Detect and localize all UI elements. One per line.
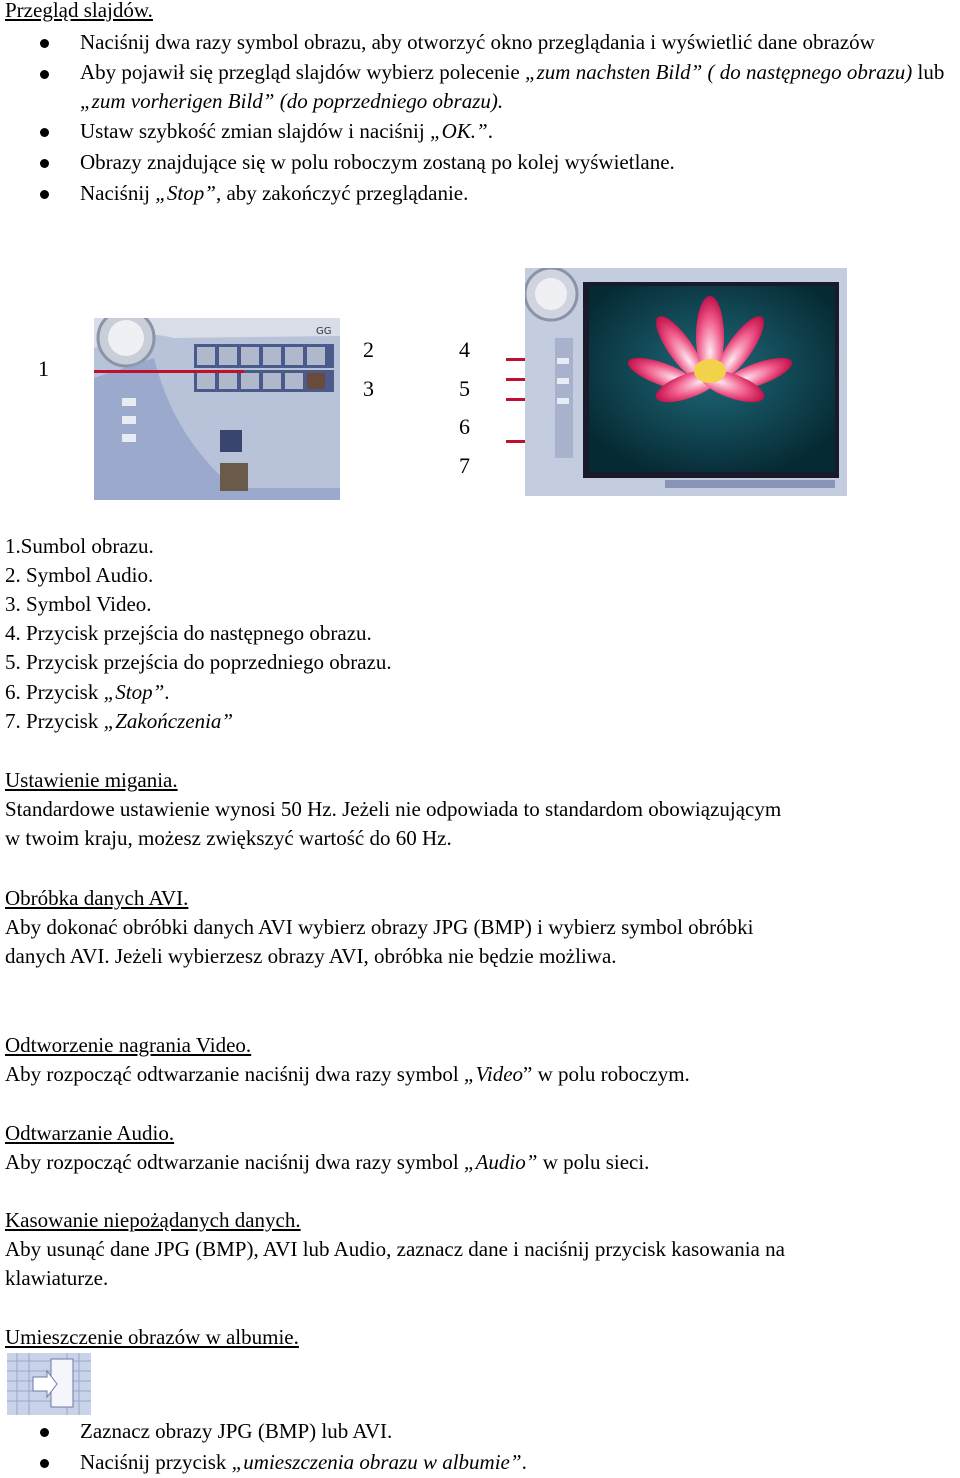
bullet-icon	[40, 39, 49, 48]
bullet-text: lub	[912, 60, 945, 84]
section-heading-audio: Odtwarzanie Audio.	[5, 1121, 175, 1145]
callout-3: 3	[363, 376, 374, 401]
command-previous: „zum vorherigen Bild” (do poprzedniego obrazu).	[80, 89, 504, 113]
audio-text-line	[5, 1148, 649, 1177]
legend-item-6	[5, 678, 170, 707]
bullet-text: .	[521, 1450, 527, 1474]
bullet-text: Ustaw szybkość zmian slajdów i naciśnij	[80, 119, 430, 143]
bullet-text: Naciśnij dwa razy symbol obrazu, aby otworzyć okno przeglądania i wyświetlić dane obrazów	[80, 30, 875, 54]
callout-line-1	[94, 370, 244, 373]
section-heading-delete: Kasowanie niepożądanych danych.	[5, 1208, 301, 1232]
slideshow-steps	[0, 27, 960, 209]
legend-item-2: 2. Symbol Audio.	[5, 563, 154, 587]
bullet-text: , aby zakończyć przeglądanie.	[215, 181, 469, 205]
legend-text: 7. Przycisk	[5, 709, 104, 733]
legend-command: „Stop”	[103, 680, 165, 704]
legend-item-5: 5. Przycisk przejścia do poprzedniego obrazu.	[5, 650, 392, 674]
flicker-text-line: w twoim kraju, możesz zwiększyć wartość do 60 Hz.	[5, 826, 452, 850]
legend-command: „Zakończenia”	[103, 709, 234, 733]
list-item	[0, 1416, 960, 1447]
callout-5: 5	[459, 376, 470, 401]
legend-text: .	[164, 680, 170, 704]
callout-6: 6	[459, 414, 470, 439]
svg-text:GG: GG	[316, 326, 332, 337]
bullet-text: Obrazy znajdujące się w polu roboczym zostaną po kolej wyświetlane.	[80, 150, 675, 174]
slideshow-viewer-graphic	[525, 268, 847, 496]
album-icon-graphic	[7, 1353, 91, 1415]
bullet-text: Naciśnij przycisk	[80, 1450, 232, 1474]
bullet-text: Zaznacz obrazy JPG (BMP) lub AVI.	[80, 1419, 393, 1443]
legend-item-3: 3. Symbol Video.	[5, 592, 152, 616]
command-ok: „OK.”	[429, 119, 488, 143]
section-heading-album: Umieszczenie obrazów w albumie.	[5, 1325, 299, 1349]
section-heading-video: Odtworzenie nagrania Video.	[5, 1033, 252, 1057]
list-item	[0, 178, 960, 209]
browser-panel-image	[94, 318, 340, 500]
callout-7: 7	[459, 453, 470, 478]
slideshow-viewer-image	[525, 268, 847, 496]
callout-4: 4	[459, 337, 470, 362]
album-steps	[0, 1416, 960, 1478]
section-heading-avi: Obróbka danych AVI.	[5, 886, 189, 910]
audio-text: Aby rozpocząć odtwarzanie naciśnij dwa razy symbol	[5, 1150, 464, 1174]
section-heading-slideshow: Przegląd slajdów.	[5, 0, 153, 22]
video-text: ” w polu roboczym.	[523, 1062, 690, 1086]
legend-item-4: 4. Przycisk przejścia do następnego obrazu.	[5, 621, 372, 645]
bullet-text: Naciśnij	[80, 181, 156, 205]
legend-item-7	[5, 707, 233, 736]
flicker-text-line: Standardowe ustawienie wynosi 50 Hz. Jeżeli nie odpowiada to standardom obowiązującym	[5, 797, 782, 821]
command-stop: „Stop”	[155, 181, 216, 205]
bullet-icon	[40, 190, 49, 199]
delete-text-line: Aby usunąć dane JPG (BMP), AVI lub Audio, zaznacz dane i naciśnij przycisk kasowania na	[5, 1237, 785, 1261]
bullet-icon	[40, 1428, 49, 1437]
video-text-line	[5, 1060, 690, 1089]
album-button-icon	[7, 1353, 91, 1415]
bullet-icon	[40, 1459, 49, 1468]
bullet-icon	[40, 159, 49, 168]
section-heading-flicker: Ustawienie migania.	[5, 768, 178, 792]
audio-symbol-name: „Audio”	[463, 1150, 538, 1174]
bullet-text: .	[487, 119, 493, 143]
video-text: Aby rozpocząć odtwarzanie naciśnij dwa razy symbol	[5, 1062, 464, 1086]
list-item	[0, 116, 960, 147]
legend-text: 6. Przycisk	[5, 680, 104, 704]
avi-text-line: Aby dokonać obróbki danych AVI wybierz obrazy JPG (BMP) i wybierz symbol obróbki	[5, 915, 754, 939]
legend-item-1: 1.Sumbol obrazu.	[5, 534, 154, 558]
callout-2: 2	[363, 337, 374, 362]
bullet-icon	[40, 70, 49, 79]
command-next: „zum nachsten Bild” ( do następnego obrazu)	[524, 60, 913, 84]
list-item	[0, 1447, 960, 1478]
bullet-icon	[40, 128, 49, 137]
bullet-text: Aby pojawił się przegląd slajdów wybierz polecenie	[80, 60, 525, 84]
browser-panel-graphic	[94, 318, 340, 500]
list-item	[0, 147, 960, 178]
video-symbol-name: „Video	[463, 1062, 524, 1086]
callout-1: 1	[38, 356, 49, 381]
list-item	[0, 58, 960, 116]
avi-text-line: danych AVI. Jeżeli wybierzesz obrazy AVI, obróbka nie będzie możliwa.	[5, 944, 617, 968]
list-item	[0, 27, 960, 58]
audio-text: w polu sieci.	[537, 1150, 650, 1174]
command-album: „umieszczenia obrazu w albumie”	[231, 1450, 522, 1474]
delete-text-line: klawiaturze.	[5, 1266, 109, 1290]
